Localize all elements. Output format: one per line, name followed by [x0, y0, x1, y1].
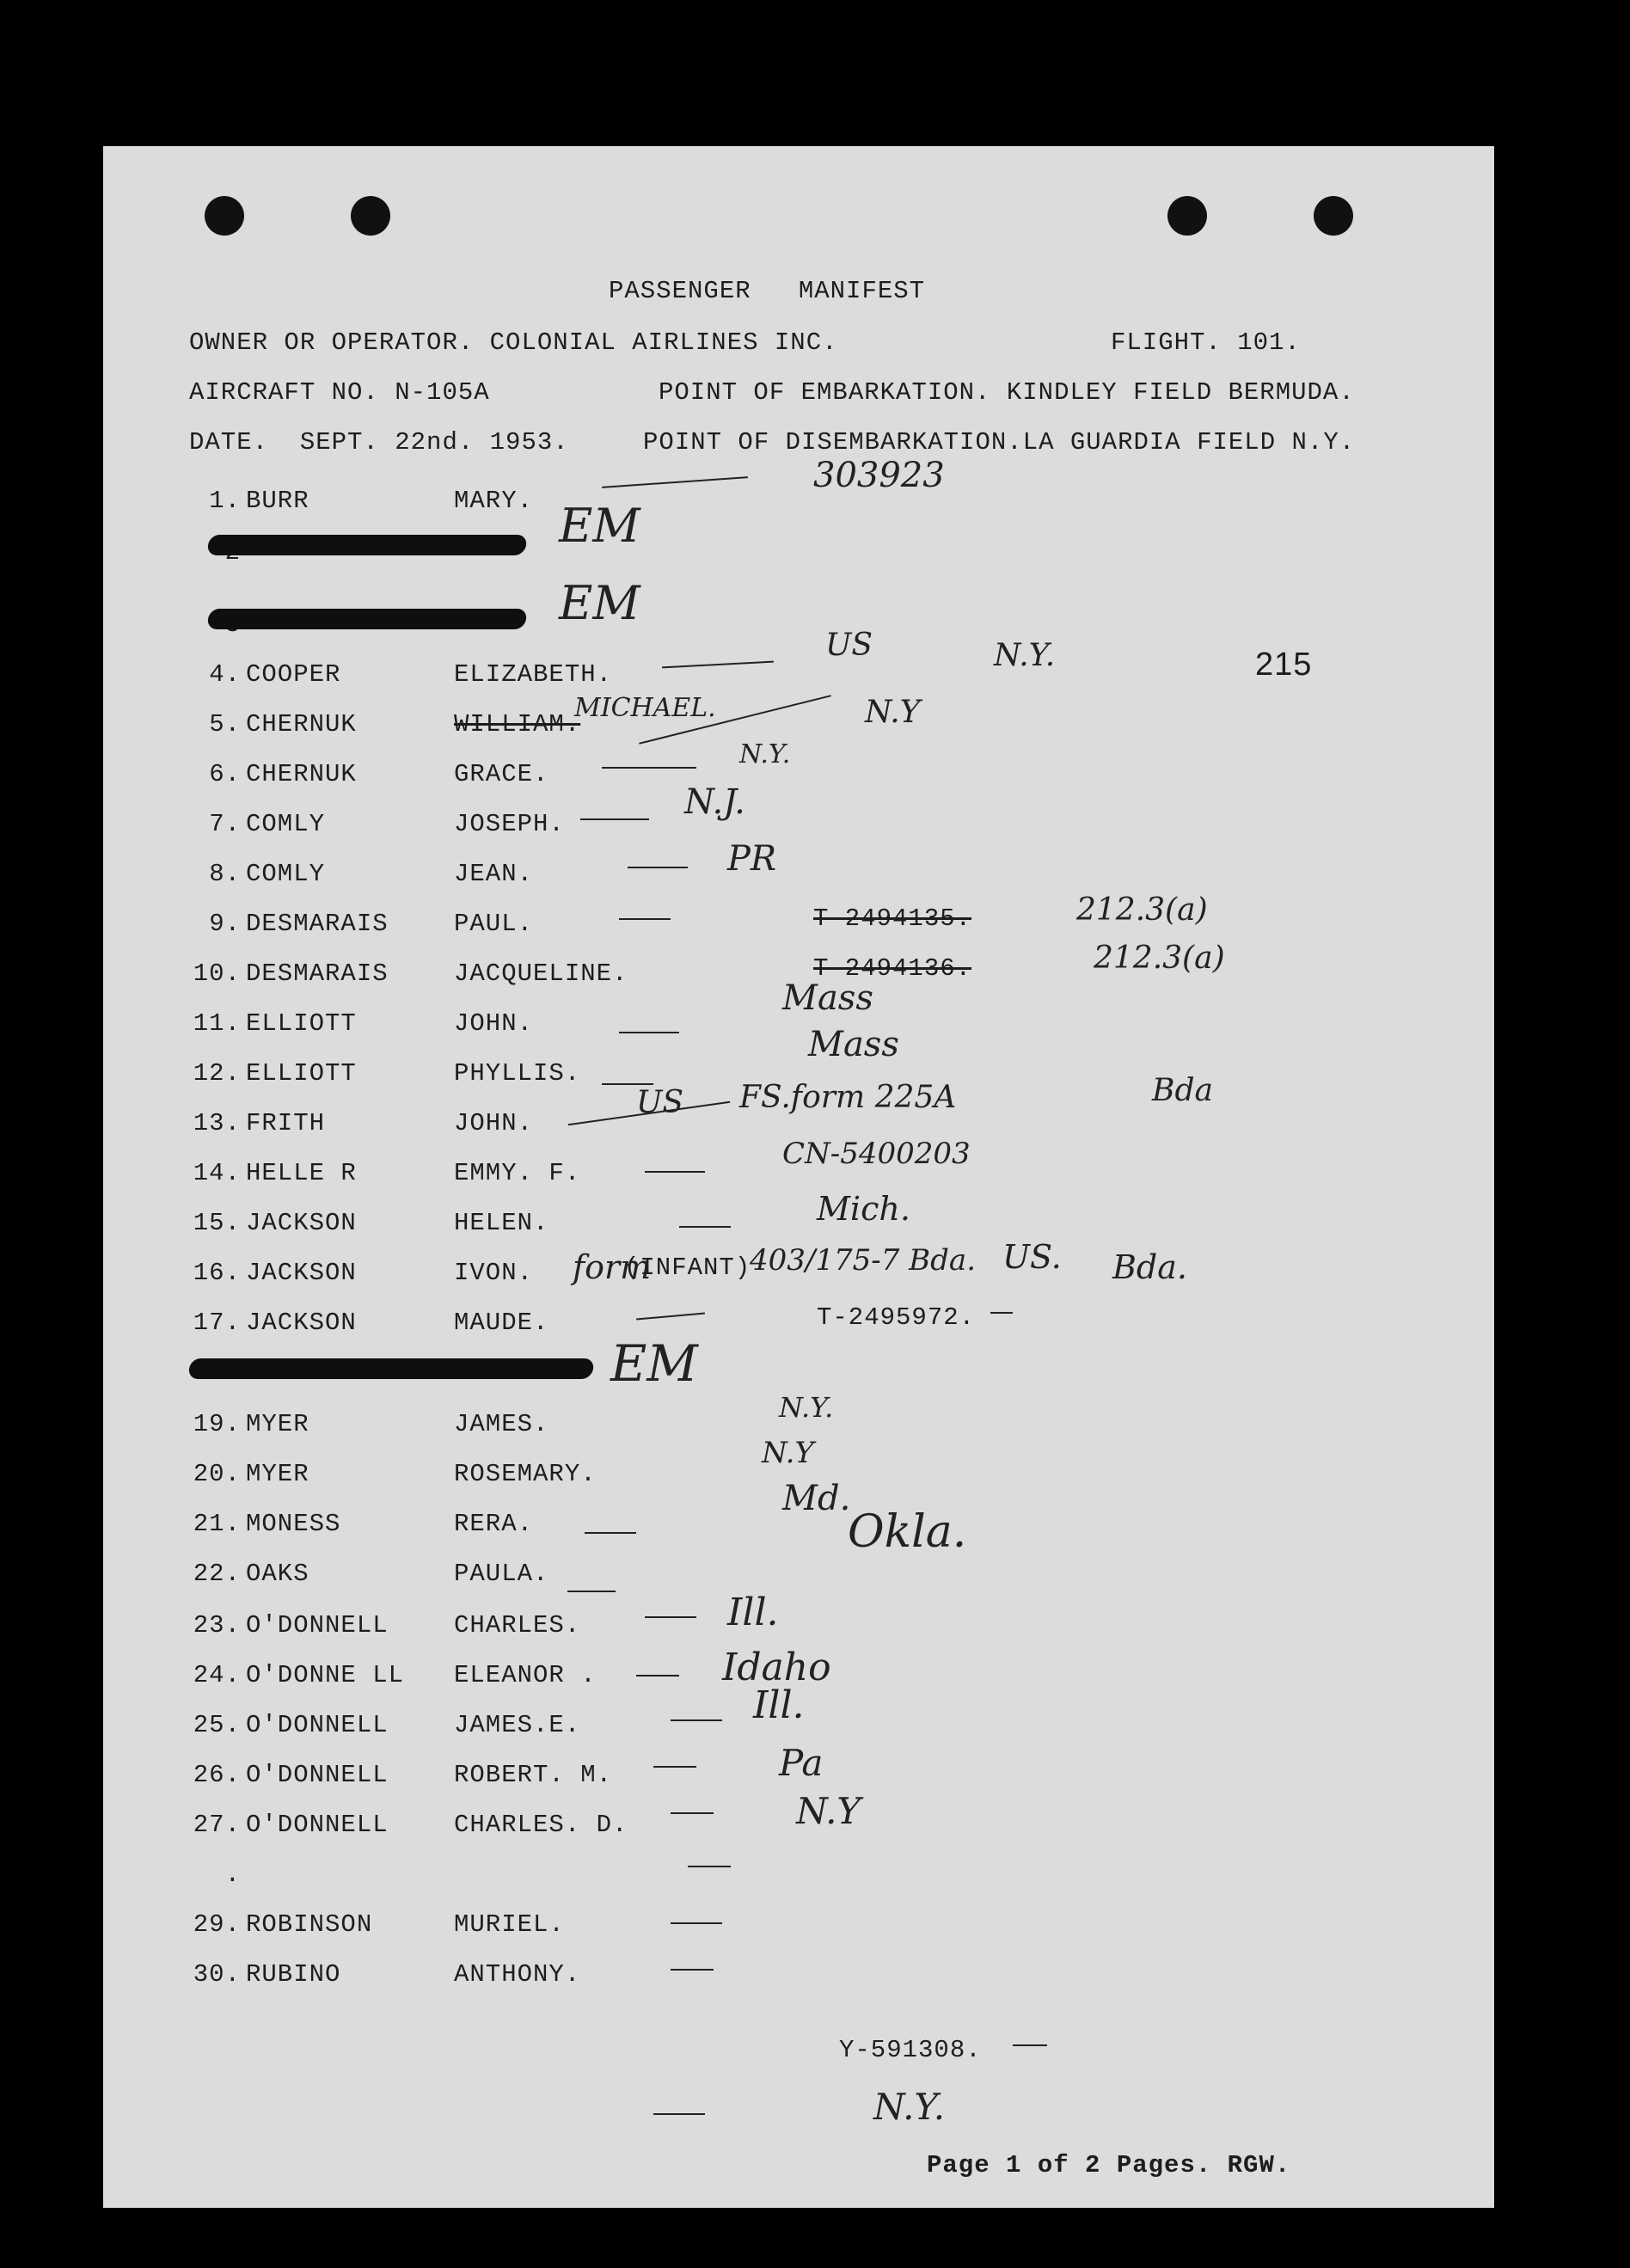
row-number: 21.: [193, 1510, 241, 1538]
passenger-last-name: OAKS: [246, 1560, 309, 1588]
passenger-first-name: MAUDE.: [454, 1309, 549, 1337]
passenger-first-name: PAULA.: [454, 1560, 549, 1588]
row-number: 8.: [209, 860, 241, 888]
handwritten-dash: [688, 1866, 731, 1867]
row-number: 15.: [193, 1209, 241, 1237]
handwritten-note: FS.form 225A: [739, 1080, 957, 1115]
handwritten-dash: [567, 1591, 616, 1592]
flight-number: FLIGHT. 101.: [1111, 328, 1301, 357]
handwritten-dash: [1013, 2044, 1047, 2046]
row-number: 7.: [209, 810, 241, 838]
passenger-last-name: JACKSON: [246, 1209, 357, 1237]
passenger-last-name: DESMARAIS: [246, 910, 389, 938]
owner-operator: OWNER OR OPERATOR. COLONIAL AIRLINES INC.: [189, 328, 838, 357]
passenger-last-name: HELLE R: [246, 1159, 357, 1187]
passenger-first-name: IVON.: [454, 1259, 534, 1287]
row-number: 25.: [193, 1711, 241, 1739]
handwritten-dash: [580, 818, 649, 820]
passenger-last-name: MYER: [246, 1460, 309, 1488]
point-of-embarkation: POINT OF EMBARKATION. KINDLEY FIELD BERMUDA.: [659, 378, 1355, 407]
handwritten-dash: [662, 661, 774, 669]
passenger-last-name: O'DONNE LL: [246, 1661, 405, 1689]
passenger-first-name: PAUL.: [454, 910, 534, 938]
handwritten-note: Bda.: [1112, 1248, 1187, 1286]
handwritten-dash: [653, 2113, 705, 2115]
passenger-first-name: PHYLLIS.: [454, 1059, 581, 1088]
passenger-last-name: CHERNUK: [246, 710, 357, 739]
passenger-last-name: DESMARAIS: [246, 959, 389, 988]
handwritten-dash: [671, 1969, 714, 1971]
passenger-last-name: BURR: [246, 487, 309, 515]
aircraft-number: AIRCRAFT NO. N-105A: [189, 378, 490, 407]
handwritten-note: Mass: [782, 978, 873, 1018]
handwritten-dash: [628, 867, 688, 868]
handwritten-note: Idaho: [722, 1646, 831, 1689]
passenger-first-name: ELEANOR .: [454, 1661, 597, 1689]
handwritten-note: CN-5400203: [782, 1137, 971, 1171]
row-number: 29.: [193, 1910, 241, 1939]
passenger-last-name: CHERNUK: [246, 760, 357, 788]
handwritten-note: Mich.: [817, 1190, 910, 1228]
passenger-last-name: ELLIOTT: [246, 1059, 357, 1088]
handwritten-dash: [645, 1171, 705, 1173]
row-number: 19.: [193, 1410, 241, 1438]
handwritten-note: Ill.: [753, 1683, 805, 1727]
row-number: 11.: [193, 1009, 241, 1038]
passenger-first-name: MARY.: [454, 487, 534, 515]
passenger-last-name: COMLY: [246, 860, 326, 888]
handwritten-dash: [990, 1312, 1013, 1314]
stamp-number: 215: [1255, 647, 1313, 683]
passenger-last-name: JACKSON: [246, 1259, 357, 1287]
passenger-first-name: JOHN.: [454, 1009, 534, 1038]
handwritten-dash: [671, 1719, 722, 1721]
passenger-first-name: JEAN.: [454, 860, 534, 888]
row-number: 4.: [209, 660, 241, 689]
handwritten-note: 403/175-7 Bda.: [750, 1243, 977, 1278]
handwritten-note: N.Y.: [873, 2086, 946, 2128]
redaction-bar: [206, 609, 527, 629]
passenger-first-name: JACQUELINE.: [454, 959, 628, 988]
handwritten-dash: [636, 1675, 679, 1676]
flight-date: DATE. SEPT. 22nd. 1953.: [189, 428, 569, 457]
passenger-first-name: CHARLES. D.: [454, 1811, 628, 1839]
passenger-last-name: COMLY: [246, 810, 326, 838]
handwritten-note: 303923: [813, 456, 945, 495]
row-number: 16.: [193, 1259, 241, 1287]
row-number: 30.: [193, 1960, 241, 1989]
handwritten-note: N.Y.: [739, 739, 791, 769]
handwritten-note: N.Y: [865, 695, 921, 730]
row-number: 24.: [193, 1661, 241, 1689]
handwritten-note: Md.: [782, 1479, 851, 1518]
handwritten-initials: EM: [559, 499, 640, 553]
row-number: 22.: [193, 1560, 241, 1588]
passenger-first-name: ELIZABETH.: [454, 660, 613, 689]
punch-hole: [205, 196, 244, 236]
handwritten-note: PR: [727, 839, 777, 879]
passenger-last-name: JACKSON: [246, 1309, 357, 1337]
handwritten-note: 212.3(a): [1076, 892, 1208, 928]
handwritten-dash: [671, 1812, 714, 1814]
row-number: 13.: [193, 1109, 241, 1137]
manifest-page: [103, 146, 1494, 2208]
row-number: 14.: [193, 1159, 241, 1187]
passenger-first-name: JAMES.E.: [454, 1711, 581, 1739]
handwritten-dash: [671, 1922, 722, 1924]
handwritten-dash: [679, 1226, 731, 1228]
ticket-number: T-2495972.: [817, 1303, 976, 1332]
row-number: 23.: [193, 1611, 241, 1640]
redaction-bar: [206, 535, 527, 555]
struck-ticket-number: T-2494135.: [813, 904, 972, 933]
handwritten-dash: [602, 767, 696, 769]
page-title: PASSENGER MANIFEST: [609, 277, 926, 305]
punch-hole: [1167, 196, 1207, 236]
row-number: 10.: [193, 959, 241, 988]
handwritten-note: US: [636, 1085, 684, 1120]
infant-note: (INFANT): [624, 1254, 751, 1282]
row-number: 6.: [209, 760, 241, 788]
passenger-last-name: O'DONNELL: [246, 1811, 389, 1839]
handwritten-dash: [653, 1766, 696, 1768]
handwritten-note: N.Y.: [994, 638, 1056, 673]
handwritten-dash: [645, 1616, 696, 1618]
passenger-first-name: ANTHONY.: [454, 1960, 581, 1989]
handwritten-dash: [619, 1032, 679, 1033]
handwritten-note: N.Y: [762, 1436, 814, 1470]
passenger-last-name: COOPER: [246, 660, 341, 689]
passenger-last-name: O'DONNELL: [246, 1611, 389, 1640]
handwritten-note: form: [573, 1248, 652, 1286]
row-number: .: [224, 1860, 241, 1889]
passenger-first-name: CHARLES.: [454, 1611, 581, 1640]
page-footer: Page 1 of 2 Pages. RGW.: [927, 2151, 1291, 2179]
handwritten-initials: EM: [559, 576, 640, 630]
passenger-last-name: O'DONNELL: [246, 1711, 389, 1739]
row-number: 12.: [193, 1059, 241, 1088]
handwritten-dash: [636, 1313, 705, 1321]
handwritten-note: Okla.: [848, 1506, 967, 1558]
handwritten-note: Pa: [779, 1742, 824, 1784]
row-number: 26.: [193, 1761, 241, 1789]
handwritten-note: Mass: [808, 1025, 899, 1064]
redaction-bar: [187, 1358, 594, 1379]
passenger-last-name: MONESS: [246, 1510, 341, 1538]
struck-ticket-number: T-2494136.: [813, 954, 972, 983]
passenger-last-name: O'DONNELL: [246, 1761, 389, 1789]
row-number: 27.: [193, 1811, 241, 1839]
handwritten-note: US.: [1002, 1238, 1062, 1276]
passenger-first-name: MURIEL.: [454, 1910, 565, 1939]
passenger-last-name: MYER: [246, 1410, 309, 1438]
passenger-first-name: ROBERT. M.: [454, 1761, 613, 1789]
passenger-first-name: RERA.: [454, 1510, 534, 1538]
passenger-last-name: ROBINSON: [246, 1910, 373, 1939]
passenger-first-name: GRACE.: [454, 760, 549, 788]
handwritten-note: 212.3(a): [1094, 941, 1225, 976]
handwritten-note: N.Y.: [779, 1391, 834, 1424]
punch-hole: [1314, 196, 1353, 236]
handwritten-dash: [619, 918, 671, 920]
row-number: 5.: [209, 710, 241, 739]
handwritten-note: Ill.: [727, 1591, 779, 1634]
passenger-first-name: HELEN.: [454, 1209, 549, 1237]
handwritten-note: US: [825, 628, 873, 663]
passenger-last-name: RUBINO: [246, 1960, 341, 1989]
handwritten-dash: [602, 476, 748, 488]
passenger-first-name: ROSEMARY.: [454, 1460, 597, 1488]
row-number: 17.: [193, 1309, 241, 1337]
passenger-first-name: WILLIAM.: [454, 710, 581, 739]
passenger-first-name: EMMY. F.: [454, 1159, 581, 1187]
passenger-last-name: ELLIOTT: [246, 1009, 357, 1038]
row-number: 9.: [209, 910, 241, 938]
handwritten-dash: [585, 1532, 636, 1534]
passenger-last-name: FRITH: [246, 1109, 326, 1137]
point-of-disembarkation: POINT OF DISEMBARKATION.LA GUARDIA FIELD N.Y.: [643, 428, 1356, 457]
handwritten-note: Bda: [1152, 1073, 1213, 1108]
handwritten-note: N.J.: [684, 782, 745, 822]
row-number: 1.: [209, 487, 241, 515]
handwritten-note: N.Y: [796, 1790, 861, 1832]
handwritten-correction: MICHAEL.: [574, 693, 716, 723]
passenger-first-name: JOSEPH.: [454, 810, 565, 838]
handwritten-initials: EM: [610, 1334, 698, 1393]
punch-hole: [351, 196, 390, 236]
passenger-first-name: JOHN.: [454, 1109, 534, 1137]
ticket-number: Y-591308.: [839, 2036, 982, 2064]
row-number: 20.: [193, 1460, 241, 1488]
passenger-first-name: JAMES.: [454, 1410, 549, 1438]
